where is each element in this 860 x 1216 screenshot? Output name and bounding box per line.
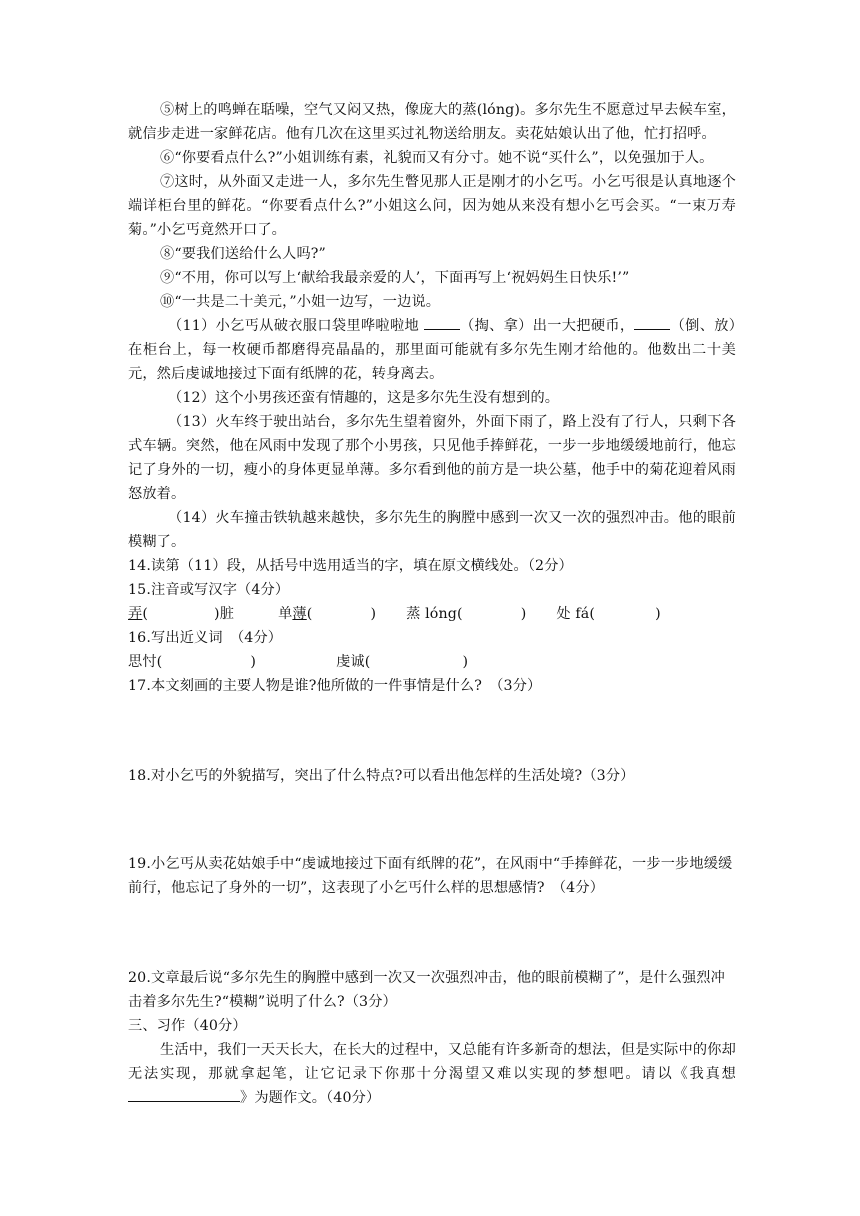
q15-paren-close-3: ): [520, 606, 527, 622]
essay-prompt-part-b: 》为题作文。（40分）: [240, 1090, 381, 1106]
q15-paren-close-4: ): [655, 606, 661, 622]
q15-paren-open-1: (: [142, 606, 149, 622]
q16-paren-close-2: ): [462, 654, 469, 670]
question-18: 18.对小乞丐的外貌描写，突出了什么特点?可以看出他怎样的生活处境?（3分）: [128, 768, 635, 784]
essay-prompt: [128, 1038, 736, 1110]
document-page: [128, 98, 736, 1110]
q15-chu-fa: 处 fá(: [556, 606, 596, 622]
answer-space-18[interactable]: [128, 788, 736, 852]
q15-char-bao: 薄: [292, 606, 307, 622]
q16-word-sicun: 思忖(: [128, 654, 163, 670]
paragraph-14: （14）火车撞击铁轨越来越快，多尔先生的胸膛中感到一次又一次的强烈冲击。他的眼前模糊了。: [128, 510, 736, 550]
q15-char-dan: 单: [278, 606, 293, 622]
answer-space-19[interactable]: [128, 900, 736, 966]
question-17: 17.本文刻画的主要人物是谁?他所做的一件事情是什么? （3分）: [128, 678, 542, 694]
paragraph-12: （12）这个小男孩还蛮有情趣的，这是多尔先生没有想到的。: [168, 390, 560, 406]
q16-word-qiancheng: 虔诚(: [336, 654, 371, 670]
q15-paren-close-2: ): [370, 606, 377, 622]
q15-paren-open-2: (: [306, 606, 313, 622]
question-15: 15.注音或写汉字（4分）: [128, 582, 290, 598]
paragraph-11-part-a: （11）小乞丐从破衣服口袋里哗啦啦地: [168, 318, 424, 334]
paragraph-11: [128, 314, 736, 386]
paragraph-7: ⑦这时，从外面又走进一人，多尔先生瞥见那人正是刚才的小乞丐。小乞丐很是认真地逐个端详柜台里的鲜花。“你要看点什么?”小姐这么问，因为她从来没有想小乞丐会买。“一束万寿菊。”小乞丐竟然开口了。: [128, 174, 736, 238]
paragraph-11-part-c: （倒、放）在柜台上，每一枚硬币都磨得亮晶晶的，那里面可能就有多尔先生刚才给他的。他数出二十美元，然后虔诚地接过下面有纸牌的花，转身离去。: [128, 318, 736, 382]
q15-zheng-long: 蒸 lóng(: [406, 606, 463, 622]
question-15-items: [128, 602, 736, 626]
q16-paren-close-1: ): [250, 654, 257, 670]
essay-prompt-part-a: 生活中，我们一天天长大，在长大的过程中，又总能有许多新奇的想法，但是实际中的你却无法实现，那就拿起笔，让它记录下你那十分渴望又难以实现的梦想吧。请以《我真想: [128, 1042, 736, 1082]
paragraph-8: ⑧“要我们送给什么人吗?”: [160, 246, 326, 262]
paragraph-10: ⑩“一共是二十美元，”小姐一边写，一边说。: [160, 294, 441, 310]
question-20: 20.文章最后说“多尔先生的胸膛中感到一次又一次强烈冲击，他的眼前模糊了”，是什么强烈冲击着多尔先生?“模糊”说明了什么?（3分）: [128, 970, 725, 1010]
question-19: 19.小乞丐从卖花姑娘手中“虔诚地接过下面有纸牌的花”，在风雨中“手捧鲜花，一步一步地缓缓前行，他忘记了身外的一切”，这表现了小乞丐什么样的思想感情? （4分）: [128, 856, 733, 896]
question-14: 14.读第（11）段，从括号中选用适当的字，填在原文横线处。（2分）: [128, 558, 573, 574]
essay-heading: 三、习作（40分）: [128, 1018, 247, 1034]
question-16-items: [128, 650, 736, 674]
q15-paren-close-1: )脏: [214, 606, 235, 622]
question-16: 16.写出近义词 （4分）: [128, 630, 283, 646]
answer-space-17[interactable]: [128, 698, 736, 764]
essay-title-blank[interactable]: [128, 1087, 240, 1102]
paragraph-13: （13）火车终于驶出站台，多尔先生望着窗外，外面下雨了，路上没有了行人，只剩下各式车辆。突然，他在风雨中发现了那个小男孩，只见他手捧鲜花，一步一步地缓缓地前行，他忘记了身外的一切，瘦小的身体更显单薄。多尔看到他的前方是一块公墓，他手中的菊花迎着风雨怒放着。: [128, 414, 736, 502]
paragraph-9: ⑨“不用，你可以写上‘献给我最亲爱的人’，下面再写上‘祝妈妈生日快乐!’”: [160, 270, 630, 286]
q15-char-nong: 弄: [128, 606, 143, 622]
fill-blank-2[interactable]: [634, 315, 670, 330]
paragraph-6: ⑥“你要看点什么?”小姐训练有素，礼貌而又有分寸。她不说“买什么”，以免强加于人。: [160, 150, 714, 166]
paragraph-5: ⑤树上的鸣蝉在聒噪，空气又闷又热，像庞大的蒸(lóng)。多尔先生不愿意过早去候车室，就信步走进一家鲜花店。他有几次在这里买过礼物送给朋友。卖花姑娘认出了他，忙打招呼。: [128, 102, 736, 142]
paragraph-11-part-b: （掏、拿）出一大把硬币，: [459, 318, 635, 334]
fill-blank-1[interactable]: [424, 315, 460, 330]
